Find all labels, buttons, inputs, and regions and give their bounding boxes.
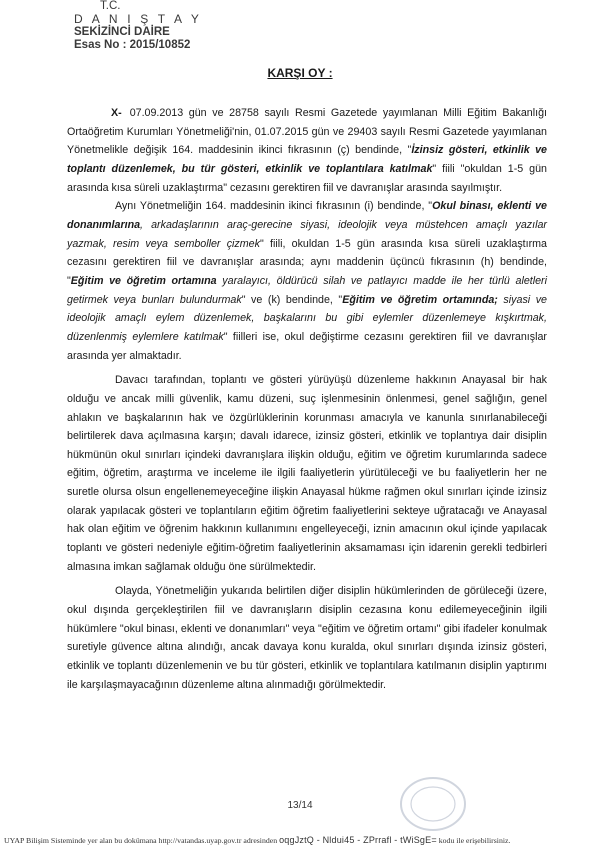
- paragraph-4: Olayda, Yönetmeliğin yukarıda belirtilen diğer disiplin hükümlerinden de görüleceği üzere, okul dışında gerçekleştirilen fiil ve davranışların disiplin cezasına konu edilemeyeceğinin ilgili hükümlere "okul binası, eklenti ve donanımları" veya "eğitim ve öğretim ortamı" gibi ifadeler konulmak suretiyle güvence altına alındığı, ancak davaya konu kuralda, okul sınırları dışında izinsiz gösteri, etkinlik ve toplantı düzenlemenin ve bu tür gösteri, etkinlik ve toplantılara katılmanın disiplin yaptırımı ile karşılaşmayacağının düzenleme altına alınmadığı görülmektedir.: [67, 585, 547, 691]
- paragraph-2: Aynı Yönetmeliğin 164. maddesinin ikinci fıkrasının (i) bendinde, "Okul binası, eklenti ve donanımlarına, arkadaşlarının araç-gerecine siyasi, ideolojik veya müstehcen amaçlı yazılar yazmak, resim veya semboller çizmek" fiili, okuldan 1-5 gün arasında kısa süreli uzaklaştırma cezasını gerektiren fiil ve davranışlar arasında; aynı maddenin üçüncü fıkrasının (h) bendinde, "Eğitim ve öğretim ortamına yaralayıcı, öldürücü silah ve patlayıcı madde ile her türlü aletleri getirmek veya bunları bulundurmak" ve (k) bendinde, "Eğitim ve öğretim ortamında; siyasi ve ideolojik amaçlı eylem düzenlemek, başkalarını bu gibi eylemler düzenlemeye kışkırtmak, düzenlenmiş eylemlere katılmak" fiilleri ise, okul değiştirme cezasını gerektiren fiil ve davranışlar arasında yer almaktadır.: [67, 200, 548, 362]
- case-number-label: Esas No: [74, 39, 120, 51]
- court-name: D A N I Ş T A Y: [74, 12, 203, 26]
- emphasis-text: İzinsiz gösteri, etkinlik ve toplantı düzenlemek, bu tür gösteri, etkinlik ve toplantılara katılmak: [67, 144, 547, 175]
- tc-label: T.C.: [100, 0, 121, 12]
- document-body: [67, 104, 547, 694]
- paragraph-3: Davacı tarafından, toplantı ve gösteri yürüyüşü düzenleme hakkının Anayasal bir hak olduğu ve ancak milli güvenlik, kamu düzeni, suç işlenmesinin önlenmesi, genel sağlığın, genel ahlakın ve başkalarının hak ve özgürlüklerinin korunması amacıyla ve kanunla sınırlanabileceği belirtilerek dava açılmasına karşın; davalı idarece, izinsiz gösteri, etkinlik ve toplantıya dair disiplin hükmünün okul sınırları içindeki davranışlara ilişkin olduğu, eğitim ve öğretim kurumlarında sadece eğitim, öğretim, araştırma ve inceleme ile ilgili faaliyetlerin yürütüleceği ve bu faaliyetlerin her ne suretle olursa olsun engellenemeyeceğine ilişkin Anayasal hükme rağmen okul sınırları içinde izinsiz olarak yapılacak gösteri ve toplantıların eğitim öğretim faaliyetlerini sekteye uğratacağı ve Anayasal hak olan eğitim ve öğrenim hakkının kullanımını engelleyeceği, iznin amacının okul içinde yapılacak toplantı ve gösteri nedeniyle eğitim-öğretim faaliyetlerinin aksamaması için idarenin gerekli tedbirleri almasına imkan sağlamak olduğu öne sürülmektedir.: [67, 374, 547, 573]
- footer: [4, 835, 596, 845]
- case-number: [74, 39, 274, 52]
- case-number-value: : 2015/10852: [122, 39, 191, 51]
- verification-code: oqgJztQ - Nldui45 - ZPrrafl - tWiSgE=: [279, 835, 437, 845]
- footer-text: UYAP Bilişim Sisteminde yer alan bu dokümana http://vatandas.uyap.gov.tr adresinden: [4, 836, 278, 845]
- document-header: [74, 0, 274, 52]
- footer-suffix: kodu ile erişebilirsiniz.: [438, 836, 511, 845]
- emphasis-text: Okul binası, eklenti ve donanımlarına: [67, 200, 547, 231]
- paragraph-marker: X-: [111, 107, 122, 119]
- page-number: 13/14: [287, 800, 313, 811]
- page-title: KARŞI OY :: [267, 66, 333, 80]
- emphasis-text: Eğitim ve öğretim ortamında;: [342, 293, 498, 306]
- chamber-name: SEKİZİNCİ DAİRE: [74, 26, 170, 38]
- emphasis-text: Eğitim ve öğretim ortamına: [70, 274, 217, 287]
- paragraph-1: X- 07.09.2013 gün ve 28758 sayılı Resmi Gazetede yayımlanan Milli Eğitim Bakanlığı Ortaöğretim Kurumları Yönetmeliği'nin, 01.07.2015 gün ve 29403 sayılı Resmi Gazetede yayımlanan Yönetmelikle değişik 164. maddesinin ikinci fıkrasının (ç) bendinde, "İzinsiz gösteri, etkinlik ve toplantı düzenlemek, bu tür gösteri, etkinlik ve toplantılara katılmak" fiili "okuldan 1-5 gün arasında kısa süreli uzaklaştırma" cezasını gerektiren fiil ve davranışlar arasında sayılmıştır.: [67, 107, 547, 194]
